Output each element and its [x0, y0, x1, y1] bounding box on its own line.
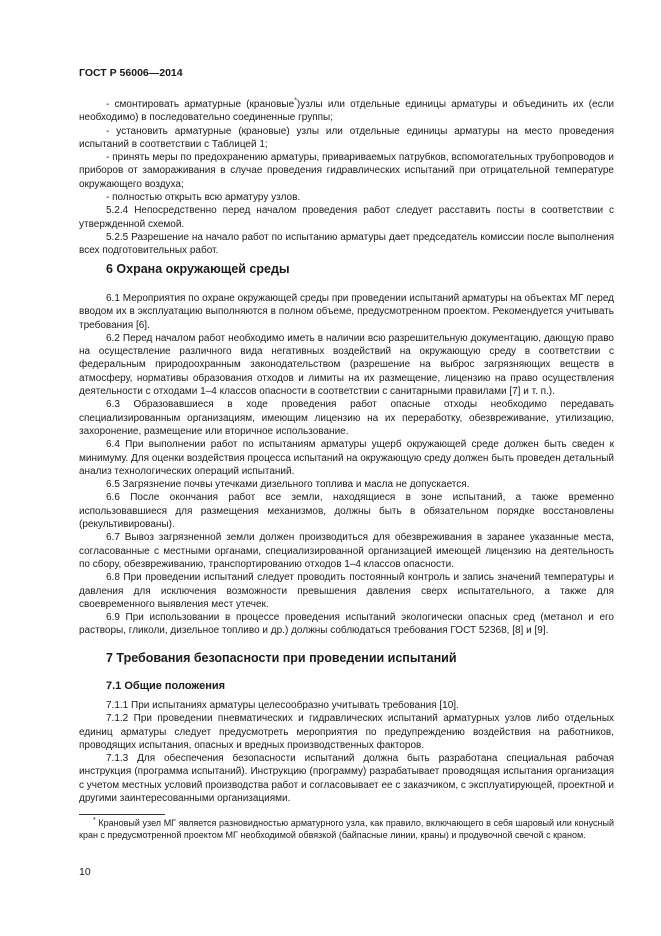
- paragraph-7-1-3: 7.1.3 Для обеспечения безопасности испытаний должна быть разработана специальная рабочая инструкция (программа испытаний). Инструкцию (программу) разрабатывает проводящая испытания организация с учетом местных условий производства работ и согласовывает ее с заказчиком, с эксплуатирующей, проектной и другими заинтересованными организациями.: [79, 753, 614, 805]
- section-6-heading: 6 Охрана окружающей среды: [106, 262, 290, 276]
- paragraph-6-9: 6.9 При использовании в процессе проведения испытаний экологически опасных сред (метанол и его растворы, гликоли, дизельное топливо и др.) должны соблюдаться требования ГОСТ 52368, [8] и [9].: [79, 612, 614, 637]
- paragraph-6-6: 6.6 После окончания работ все земли, находящиеся в зоне испытаний, а также временно использовавшиеся для размещения механизмов, должны быть в обязательном порядке восстановлены (рекультивированы).: [79, 492, 614, 531]
- paragraph-6-5: 6.5 Загрязнение почвы утечками дизельного топлива и масла не допускается.: [106, 479, 470, 491]
- paragraph-5-2-4: 5.2.4 Непосредственно перед началом проведения работ следует расставить посты в соответствии с утвержденной схемой.: [79, 205, 614, 230]
- paragraph-7-1-1: 7.1.1 При испытаниях арматуры целесообразно учитывать требования [10].: [106, 700, 459, 711]
- page-number: 10: [79, 866, 91, 878]
- standard-header: ГОСТ Р 56006—2014: [79, 67, 183, 79]
- list-item: - полностью открыть всю арматуру узлов.: [106, 192, 301, 204]
- paragraph-6-7: 6.7 Вывоз загрязненной земли должен производиться для обезвреживания в заранее указанные места, согласованные с местными органами, специализированной организацией имеющей лицензию на деятельность по сбору, обезвреживанию, транспортированию отходов 1–4 классов опасности.: [79, 532, 614, 570]
- list-item: - смонтировать арматурные (крановые*)узлы или отдельные единицы арматуры и объединить их (если необходимо) в последовательно соединенные группы;: [79, 97, 614, 124]
- list-item: - установить арматурные (крановые) узлы или отдельные единицы арматуры на место проведения испытаний в соответствии с Таблицей 1;: [79, 125, 614, 150]
- section-7-body: [79, 699, 614, 805]
- paragraph-6-4: 6.4 При выполнении работ по испытаниям арматуры ущерб окружающей среде должен быть сведен к минимуму. Для оценки воздействия процесса испытаний на окружающую среду должен быть проведен детальный анализ технологических операций испытаний.: [79, 439, 614, 477]
- paragraph-6-1: 6.1 Мероприятия по охране окружающей среды при проведении испытаний арматуры на объектах МГ перед вводом их в эксплуатацию выполняются в полном объеме, предусмотренном проектом. Рекомендуется учитывать требования [6].: [79, 293, 614, 331]
- footnote: * Крановый узел МГ является разновидностью арматурного узла, как правило, включающего в себя шаровый или конусный кран с предусмотренной проектом МГ необходимой обвязкой (байпасные линии, краны) и продувочной свечой с краном.: [79, 817, 614, 841]
- section-6-body: [79, 292, 614, 638]
- section-5-continuation: [79, 98, 614, 258]
- paragraph-7-1-2: 7.1.2 При проведении пневматических и гидравлических испытаний арматурных узлов либо отдельных единиц арматуры следует предусмотреть мероприятия по предупреждению воздействия на работников, проводящих испытания, опасных и вредных производственных факторов.: [79, 713, 614, 751]
- paragraph-5-2-5: 5.2.5 Разрешение на начало работ по испытанию арматуры дает председатель комиссии после выполнения всех подготовительных работ.: [79, 231, 614, 257]
- paragraph-6-3: 6.3 Образовавшиеся в ходе проведения работ опасные отходы необходимо передавать специализированным организациям, имеющим лицензию на их переработку, обезвреживание, утилизацию, захоронение, размещение или вторичное использование.: [79, 399, 614, 437]
- subsection-7-1-heading: 7.1 Общие положения: [106, 680, 226, 692]
- paragraph-6-8: 6.8 При проведении испытаний следует проводить постоянный контроль и запись значений температуры и давления для исключения возможности превышения давления сверх испытательного, а также для своевременного выявления мест утечек.: [79, 572, 614, 610]
- section-7-heading: 7 Требования безопасности при проведении испытаний: [106, 651, 457, 665]
- footnote-ref: *: [294, 97, 297, 105]
- paragraph-6-2: 6.2 Перед началом работ необходимо иметь в наличии всю разрешительную документацию, дающую право на осуществление различного вида негативных воздействий на окружающую среду в соответствии с федеральным природоохранным законодательством (разрешение на выброс загрязняющих веществ в атмосферу, нормативы образования отходов и лимиты на их размещение, лицензию на право осуществления деятельности с отходами 1–4 классов опасности в соответствии с санитарными правилами [7] и т. п.).: [79, 332, 614, 398]
- footnote-divider: [79, 814, 165, 815]
- list-item: - принять меры по предохранению арматуры, привариваемых патрубков, вспомогательных трубопроводов и приборов от замораживания в случае проведения гидравлических испытаний при отрицательной температуре окружающего воздуха;: [79, 152, 614, 190]
- footnote-mark: *: [93, 817, 96, 824]
